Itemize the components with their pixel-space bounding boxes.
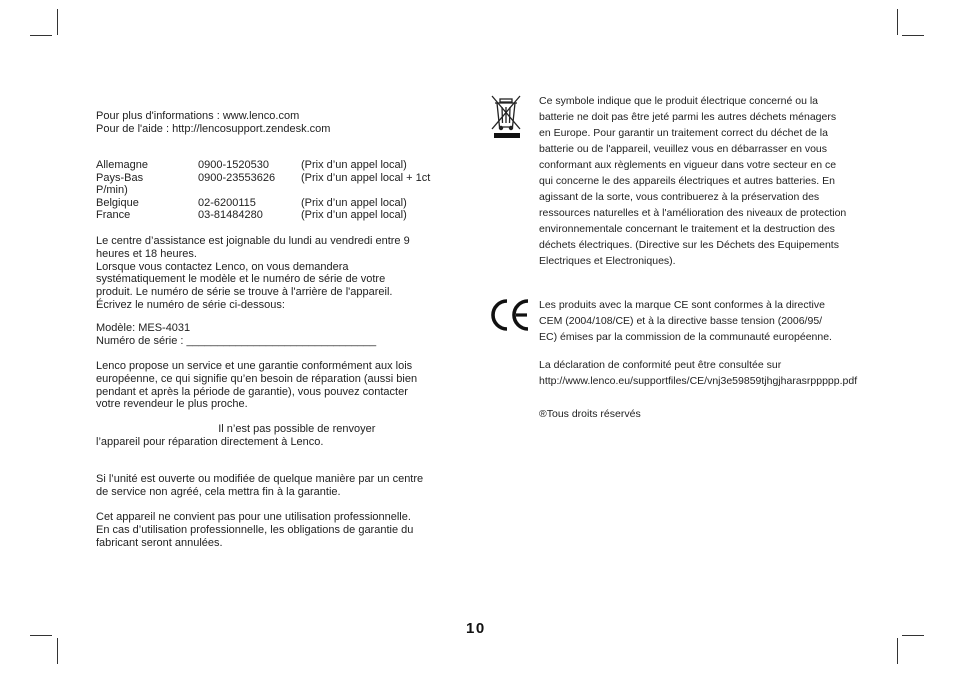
info-line: Pour de l'aide : http://lencosupport.zendesk.com — [96, 123, 331, 135]
service-paragraph: Le centre d’assistance est joignable du lundi au vendredi entre 9 heures et 18 heures. Lorsque vous contactez Lenco, on vous demandera systématiquement le modèle et le numéro de série de votre produit. Le numéro de série se trouve à l'arrière de l'appareil. Écrivez le numéro de série ci-dessous: — [96, 235, 410, 311]
phone-cell — [198, 184, 301, 197]
table-row — [96, 197, 430, 210]
table-row — [96, 172, 430, 185]
phone-cell: 02-6200115 — [198, 196, 256, 209]
crop-mark — [897, 638, 898, 664]
contact-table — [96, 159, 430, 222]
country-cell: Pays-Bas — [96, 171, 144, 184]
weee-paragraph: Ce symbole indique que le produit électrique concerné ou la batterie ne doit pas être jeté parmi les autres déchets ménagers en Europe. Pour garantir un traitement correct du déchet de la batterie ou de l'appareil, veuillez vous en débarrasser en vous conformant aux règlements en vigueur dans votre secteur en ce qui concerne le des appareils électriques et autres batteries. En agissant de la sorte, vous contribuerez à la préservation des ressources naturelles et à l'amélioration des niveaux de protection environnementale concernant le traitement et la destruction des déchets électriques. (Directive sur les Déchets des Equipements Electriques et Electroniques). — [539, 95, 847, 267]
note-cell: (Prix d’un appel local) — [301, 159, 407, 171]
phone-cell: 03-81484280 — [198, 209, 263, 222]
country-cell: Belgique — [96, 196, 139, 209]
weee-bin-icon — [490, 94, 524, 140]
professional-paragraph: Cet appareil ne convient pas pour une utilisation professionnelle. En cas d’utilisation professionnelle, les obligations de garantie du fabricant seront annulées. — [96, 511, 414, 549]
crop-mark — [897, 9, 898, 35]
note-cell: (Prix d’un appel local) — [301, 196, 407, 209]
opened-paragraph: Si l’unité est ouverte ou modifiée de quelque manière par un centre de service non agréé, cela mettra fin à la garantie. — [96, 473, 424, 498]
crop-mark — [902, 35, 924, 36]
page-number: 10 — [466, 620, 486, 637]
warranty-paragraph: Lenco propose un service et une garantie conformément aux lois européenne, ce qui signifie qu’en besoin de réparation (aussi bien pendant et après la période de garantie), vous pouvez contacter votre revendeur le plus proche. — [96, 360, 418, 411]
country-cell: France — [96, 209, 131, 222]
declaration-url: http://www.lenco.eu/supportfiles/CE/vnj3e59859tjhgjharasrppppp.pdf — [539, 375, 858, 387]
return-paragraph: Il n’est pas possible de renvoyer l’appareil pour réparation directement à Lenco. — [96, 423, 376, 448]
phone-cell: 0900-23553626 — [198, 171, 276, 184]
phone-cell: 0900-1520530 — [198, 159, 269, 171]
crop-mark — [57, 638, 58, 664]
note-cell: (Prix d’un appel local + 1ct — [301, 171, 431, 184]
crop-mark — [57, 9, 58, 35]
ce-mark-icon — [490, 298, 532, 332]
model-label: Modèle: MES-4031 — [96, 322, 191, 334]
country-cell: Allemagne — [96, 159, 148, 171]
crop-mark — [30, 35, 52, 36]
table-row — [96, 184, 430, 197]
declaration-text: La déclaration de conformité peut être consultée sur — [539, 359, 782, 371]
crop-mark — [30, 635, 52, 636]
table-row — [96, 209, 430, 222]
info-line: Pour plus d'informations : www.lenco.com — [96, 110, 300, 122]
table-row — [96, 159, 430, 172]
crop-mark — [902, 635, 924, 636]
note-cell: (Prix d’un appel local) — [301, 209, 407, 222]
ce-paragraph: Les produits avec la marque CE sont conformes à la directive CEM (2004/108/CE) et à la directive basse tension (2006/95/ EC) émises par la commission de la communauté européenne. — [539, 299, 832, 343]
serial-label: Numéro de série : _______________________________ — [96, 335, 377, 347]
country-cell: P/min) — [96, 184, 128, 197]
note-cell — [301, 184, 430, 197]
rights-notice: ®Tous droits réservés — [539, 408, 641, 420]
